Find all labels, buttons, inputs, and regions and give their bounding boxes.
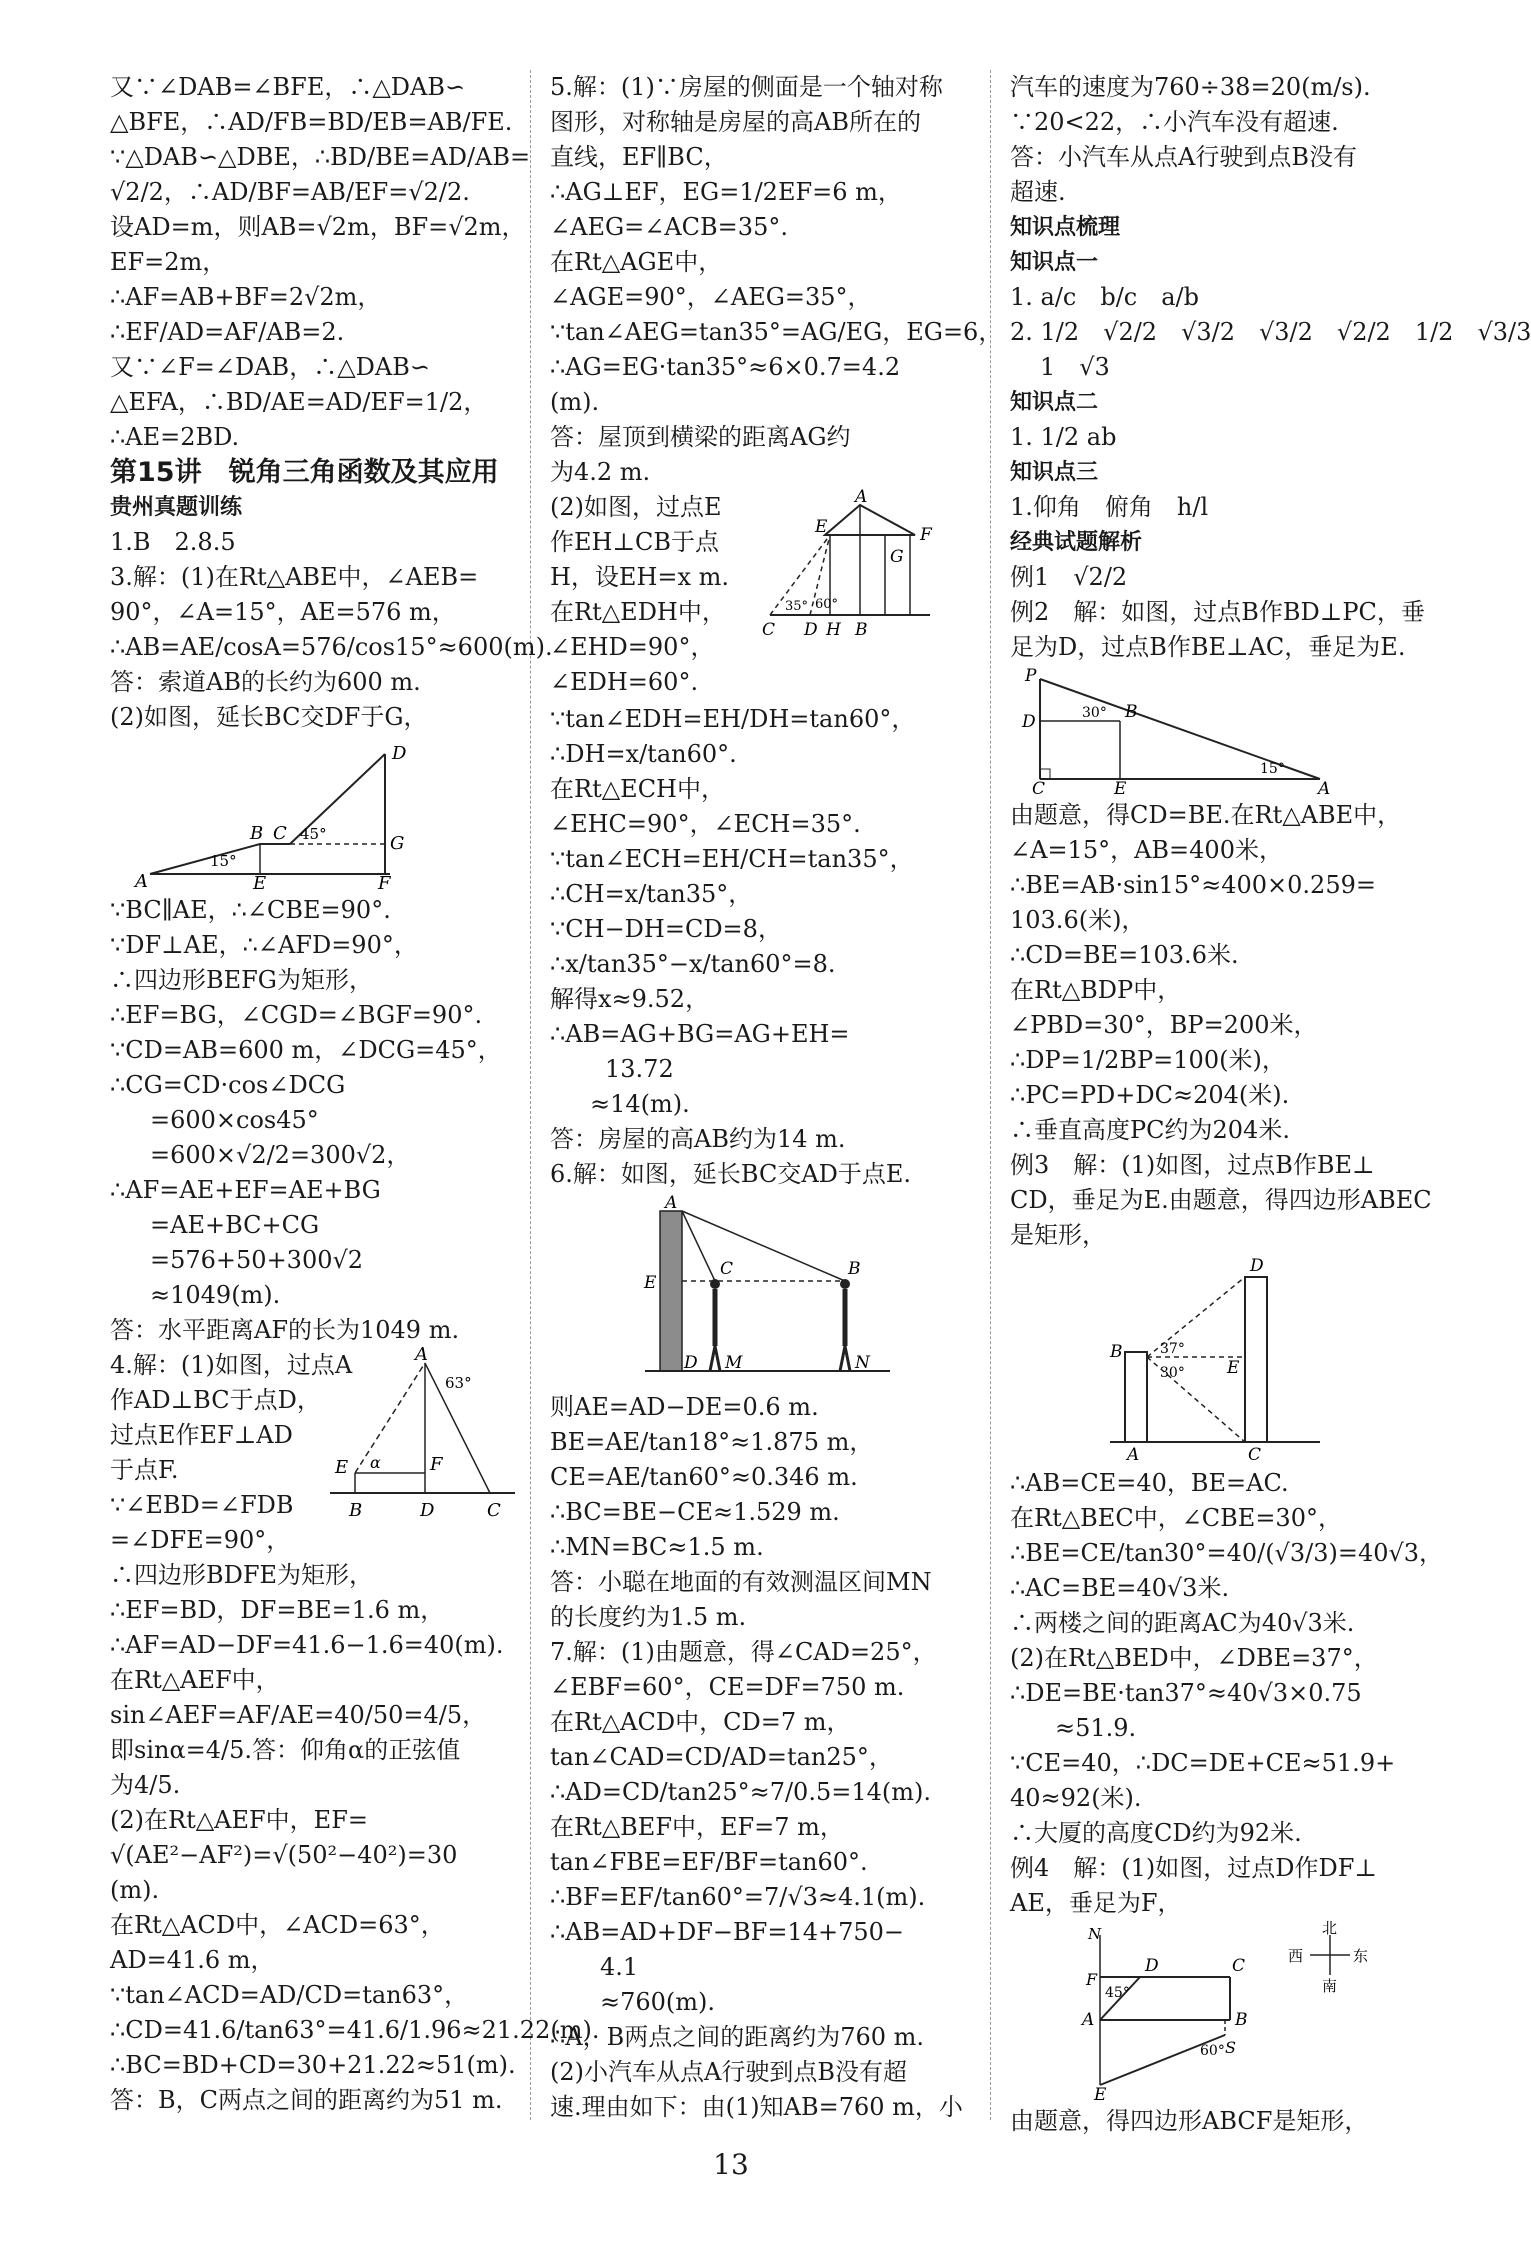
line: ∴AF=AB+BF=2√2m， [110,283,382,311]
line: 为4/5. [110,1771,181,1799]
line: ∴四边形BDFE为矩形， [110,1561,374,1589]
line: 例1 √2/2 [1010,563,1128,591]
line: ∴CD=BE=103.6米. [1010,941,1239,969]
line: 1.B 2.8.5 [110,528,236,556]
column-3 [1010,70,1531,2139]
fig-label: B [1235,2010,1248,2030]
fig-label: B [250,823,264,844]
line: ∴BC=BD+CD=30+21.22≈51(m). [110,2051,516,2079]
fig-label: B [349,1500,363,1521]
line: ∠A=15°，AB=400米， [1010,836,1283,864]
line: =576+50+300√2 [150,1246,364,1274]
line: 过点E作EF⊥AD [110,1421,293,1449]
line: ∴A，B两点之间的距离约为760 m. [550,2023,925,2051]
line: 2. 1/2 √2/2 √3/2 √3/2 √2/2 1/2 √3/3 [1010,318,1531,346]
line: 作EH⊥CB于点 [550,528,720,556]
fig-label: 30° [1082,705,1107,721]
line: EF=2m， [110,248,227,276]
fig-label: B [848,1259,861,1279]
line: 答：小汽车从点A行驶到点B没有 [1010,143,1357,171]
fig-label: D [392,743,407,764]
line: 答：B，C两点之间的距离约为51 m. [110,2086,503,2114]
line: 7.解：(1)由题意，得∠CAD=25°， [550,1638,937,1666]
fig-label: 45° [300,825,327,843]
line: 于点F. [110,1456,179,1484]
line: ∵DF⊥AE，∴∠AFD=90°， [110,931,418,959]
line: H，设EH=x m. [550,563,730,591]
line: 汽车的速度为760÷38=20(m/s). [1010,73,1371,101]
line: △EFA，∴BD/AE=AD/EF=1/2， [110,388,488,416]
fig-label: B [855,620,868,640]
line: 例4 解：(1)如图，过点D作DF⊥ [1010,1854,1377,1882]
figure-q4 [325,1344,525,1523]
fig-label: E [815,517,828,537]
line: 13.72 [605,1055,674,1083]
line: ∴BE=AB·sin15°≈400×0.259= [1010,871,1376,899]
line: ≈760(m). [600,1988,716,2016]
column-1 [110,70,600,2118]
line: (m). [110,1876,160,1904]
line: (2)小汽车从点A行驶到点B没有超 [550,2058,907,2086]
section-title: 第15讲 锐角三角函数及其应用 [110,457,499,488]
line: 在Rt△BDP中， [1010,976,1182,1004]
line: ∵∠EBD=∠FDB [110,1491,294,1519]
line: ≈1049(m). [150,1281,281,1309]
line: 直线，EF∥BC， [550,143,728,171]
q5-block [550,487,970,702]
line: ∴EF/AD=AF/AB=2. [110,318,345,346]
fig-label: A [1318,779,1331,799]
subsection-title: 知识点梳理 [1010,215,1121,240]
line: 40≈92(米). [1010,1784,1142,1812]
fig-label: E [644,1273,657,1293]
line: ∴x/tan35°−x/tan60°=8. [550,950,836,978]
line: ∴AF=AE+EF=AE+BG [110,1176,381,1204]
line: ∠PBD=30°，BP=200米， [1010,1011,1318,1039]
line: ∵CE=40，∴DC=DE+CE≈51.9+ [1010,1749,1396,1777]
figure-q6 [640,1193,940,1386]
fig-label: 37° [1160,1341,1185,1357]
fig-label: H [826,620,841,640]
fig-label: E [335,1457,349,1478]
fig-label: A [415,1344,428,1365]
line: 的长度约为1.5 m. [550,1603,747,1631]
line: ∵tan∠ACD=AD/CD=tan63°， [110,1981,469,2009]
fig-label: 15° [1260,761,1285,777]
fig-label: E [1094,2085,1107,2105]
line: ∴AD=CD/tan25°≈7/0.5=14(m). [550,1778,931,1806]
fig-label: C [1248,1445,1262,1465]
line: 1. a/c b/c a/b [1010,283,1200,311]
line: 答：房屋的高AB约为14 m. [550,1125,846,1153]
line: ∵BC∥AE，∴∠CBE=90°. [110,896,391,924]
fig-label: N [855,1353,870,1373]
fig-label: M [725,1353,743,1373]
line: 图形，对称轴是房屋的高AB所在的 [550,108,921,136]
line: 答：索道AB的长约为600 m. [110,668,421,696]
line: ∠EBF=60°，CE=DF=750 m. [550,1673,905,1701]
line: 由题意，得CD=BE.在Rt△ABE中， [1010,801,1402,829]
line: =600×√2/2=300√2， [150,1141,411,1169]
fig-label: D [1145,1956,1159,1976]
line: ∵△DAB∽△DBE，∴BD/BE=AD/AB= [110,143,531,171]
line: sin∠AEF=AF/AE=40/50=4/5， [110,1701,487,1729]
line: ∴AE=2BD. [110,423,240,451]
fig-label: E [1227,1358,1240,1378]
line: 答：水平距离AF的长为1049 m. [110,1316,460,1344]
line: 则AE=AD−DE=0.6 m. [550,1393,819,1421]
line: ∴AF=AD−DF=41.6−1.6=40(m). [110,1631,504,1659]
line: 1 √3 [1040,353,1110,381]
fig-label: A [135,871,148,892]
line: 在Rt△AEF中， [110,1666,280,1694]
line: BE=AE/tan18°≈1.875 m， [550,1428,874,1456]
fig-label: 45° [1105,1985,1130,2001]
line: (m). [550,388,600,416]
page-number: 13 [713,2148,749,2181]
fig-label: D [684,1353,698,1373]
fig-label: C [273,823,287,844]
line: ∴大厦的高度CD约为92米. [1010,1819,1302,1847]
line: 6.解：如图，延长BC交AD于点E. [550,1160,912,1188]
line: 又∵∠DAB=∠BFE，∴△DAB∽ [110,73,466,101]
line: 3.解：(1)在Rt△ABE中，∠AEB= [110,563,479,591]
line: ∴CG=CD·cos∠DCG [110,1071,346,1099]
line: (2)在Rt△AEF中，EF= [110,1806,368,1834]
line: ∠AEG=∠ACB=35°. [550,213,788,241]
fig-label: G [390,833,405,854]
line: ∴四边形BEFG为矩形， [110,966,373,994]
fig-label: C [487,1500,501,1521]
subsection-title: 知识点二 [1010,390,1099,415]
line: ∴AB=AG+BG=AG+EH= [550,1020,850,1048]
subsection-title: 贵州真题训练 [110,495,243,520]
line: 90°，∠A=15°，AE=576 m， [110,598,456,626]
line: 速.理由如下：由(1)知AB=760 m，小 [550,2093,963,2121]
line: ≈51.9. [1055,1714,1137,1742]
fig-label: B [1125,702,1138,722]
line: 在Rt△BEF中，EF=7 m， [550,1813,844,1841]
line: ∴BC=BE−CE≈1.529 m. [550,1498,840,1526]
line: tan∠CAD=CD/AD=tan25°， [550,1743,893,1771]
fig-label: F [1086,1970,1098,1989]
fig-label: 63° [445,1374,472,1392]
fig-label: 南 [1322,1977,1338,1995]
line: tan∠FBE=EF/BF=tan60°. [550,1848,868,1876]
line: 在Rt△AGE中， [550,248,723,276]
line: 为4.2 m. [550,458,651,486]
line: ∵tan∠EDH=EH/DH=tan60°， [550,705,916,733]
line: 超速. [1010,178,1066,206]
line: √(AE²−AF²)=√(50²−40²)=30 [110,1841,458,1869]
line: ∠EHC=90°，∠ECH=35°. [550,810,861,838]
line: (2)如图，过点E [550,493,722,521]
line: 在Rt△BEC中，∠CBE=30°， [1010,1504,1342,1532]
fig-label: S [1225,2038,1236,2057]
line: 是矩形， [1010,1221,1106,1249]
fig-label: 30° [1160,1365,1185,1381]
line: ∠EDH=60°. [550,668,699,696]
line: ∠AGE=90°，∠AEG=35°， [550,283,872,311]
line: ∴两楼之间的距离AC为40√3米. [1010,1609,1355,1637]
fig-label: C [1232,1956,1246,1976]
fig-label: 东 [1353,1947,1369,1965]
line: (2)在Rt△BED中，∠DBE=37°， [1010,1644,1378,1672]
line: ∴AG⊥EF，EG=1/2EF=6 m， [550,178,902,206]
line: 即sinα=4/5.答：仰角α的正弦值 [110,1736,461,1764]
fig-label: A [665,1193,678,1213]
line: ∴BF=EF/tan60°=7/√3≈4.1(m). [550,1883,926,1911]
line: ∴EF=BG，∠CGD=∠BGF=90°. [110,1001,483,1029]
fig-label: P [1025,666,1037,686]
line: 设AD=m，则AB=√2m，BF=√2m， [110,213,526,241]
fig-label: F [920,525,932,545]
fig-label: C [1032,779,1046,799]
fig-label: F [378,873,391,894]
line: ∠EHD=90°， [550,633,715,661]
line: ∴CD=41.6/tan63°=41.6/1.96≈21.22(m). [110,2016,600,2044]
fig-label: A [855,487,868,507]
figure-ex3 [1105,1256,1345,1465]
fig-label: A [1082,2010,1095,2030]
figure-q5 [760,487,970,640]
fig-label: 15° [210,852,237,870]
line: (2)如图，延长BC交DF于G， [110,703,428,731]
line: ∴AB=CE=40，BE=AC. [1010,1469,1289,1497]
fig-label: D [1250,1256,1264,1276]
line: 5.解：(1)∵房屋的侧面是一个轴对称 [550,73,943,101]
subsection-title: 知识点一 [1010,250,1099,275]
figure-ex4 [1060,1919,1390,2105]
line: ∴PC=PD+DC≈204(米). [1010,1081,1290,1109]
line: 在Rt△ACD中，CD=7 m， [550,1708,851,1736]
line: ∴MN=BC≈1.5 m. [550,1533,764,1561]
fig-label: N [1088,1925,1102,1943]
line: 4.解：(1)如图，过点A [110,1351,353,1379]
line: ∴CH=x/tan35°， [550,880,753,908]
fig-label: 北 [1322,1919,1338,1937]
line: ∴AG=EG·tan35°≈6×0.7=4.2 [550,353,901,381]
line: ∴AB=AE/cosA=576/cos15°≈600(m). [110,633,553,661]
column-2 [550,70,1003,2125]
line: 103.6(米)， [1010,906,1146,934]
line: 作AD⊥BC于点D， [110,1386,321,1414]
line: ∵CH−DH=CD=8， [550,915,782,943]
line: ∴BE=CE/tan30°=40/(√3/3)=40√3， [1010,1539,1444,1567]
line: 足为D，过点B作BE⊥AC，垂足为E. [1010,633,1406,661]
fig-label: C [762,620,776,640]
line: △BFE，∴AD/FB=BD/EB=AB/FE. [110,108,513,136]
line: 又∵∠F=∠DAB，∴△DAB∽ [110,353,430,381]
line: ∵tan∠ECH=EH/CH=tan35°， [550,845,914,873]
fig-label: 35° [785,599,809,614]
line: =600×cos45° [150,1106,319,1134]
line: ∴DP=1/2BP=100(米)， [1010,1046,1286,1074]
fig-label: D [420,1500,435,1521]
line: 在Rt△EDH中， [550,598,726,626]
line: 1. 1/2 ab [1010,423,1117,451]
q4-block [110,1344,520,1593]
line: √2/2，∴AD/BF=AB/EF=√2/2. [110,178,470,206]
line: 答：屋顶到横梁的距离AG约 [550,423,851,451]
fig-label: 西 [1288,1947,1304,1965]
line: =AE+BC+CG [150,1211,320,1239]
line: 答：小聪在地面的有效测温区间MN [550,1568,932,1596]
line: 例3 解：(1)如图，过点B作BE⊥ [1010,1151,1375,1179]
fig-label: F [430,1454,443,1475]
fig-label: 60° [815,597,839,612]
figure-ex2 [1010,666,1340,799]
fig-label: D [1022,712,1036,732]
subsection-title: 经典试题解析 [1010,530,1143,555]
fig-label: B [1110,1342,1123,1362]
line: 在Rt△ACD中，∠ACD=63°， [110,1911,445,1939]
fig-label: E [1114,779,1127,799]
fig-label: α [370,1453,381,1472]
line: 例2 解：如图，过点B作BD⊥PC，垂 [1010,598,1425,626]
line: ∴垂直高度PC约为204米. [1010,1116,1290,1144]
line: ∴DH=x/tan60°. [550,740,737,768]
line: ∵20<22，∴小汽车没有超速. [1010,108,1339,136]
line: 由题意，得四边形ABCF是矩形， [1010,2107,1369,2135]
subsection-title: 知识点三 [1010,460,1099,485]
line: ∴AC=BE=40√3米. [1010,1574,1230,1602]
line: AE，垂足为F， [1010,1889,1182,1917]
line: CE=AE/tan60°≈0.346 m. [550,1463,858,1491]
line: ∴DE=BE·tan37°≈40√3×0.75 [1010,1679,1362,1707]
line: ∵tan∠AEG=tan35°=AG/EG，EG=6， [550,318,1003,346]
line: ≈14(m). [590,1090,690,1118]
fig-label: D [804,620,818,640]
line: 解得x≈9.52， [550,985,710,1013]
line: 1.仰角 俯角 h/l [1010,493,1209,521]
fig-label: E [253,873,267,894]
line: =∠DFE=90°， [110,1526,291,1554]
line: 4.1 [600,1953,639,1981]
line: AD=41.6 m， [110,1946,275,1974]
line: ∴EF=BD，DF=BE=1.6 m， [110,1596,445,1624]
fig-label: G [890,547,904,567]
figure-q3 [110,739,410,894]
line: ∴AB=AD+DF−BF=14+750− [550,1918,904,1946]
fig-label: C [720,1259,734,1279]
line: CD，垂足为E.由题意，得四边形ABEC [1010,1186,1432,1214]
fig-label: A [1127,1445,1140,1465]
fig-label: 60° [1200,2043,1225,2059]
line: ∵CD=AB=600 m，∠DCG=45°， [110,1036,502,1064]
line: 在Rt△ECH中， [550,775,725,803]
